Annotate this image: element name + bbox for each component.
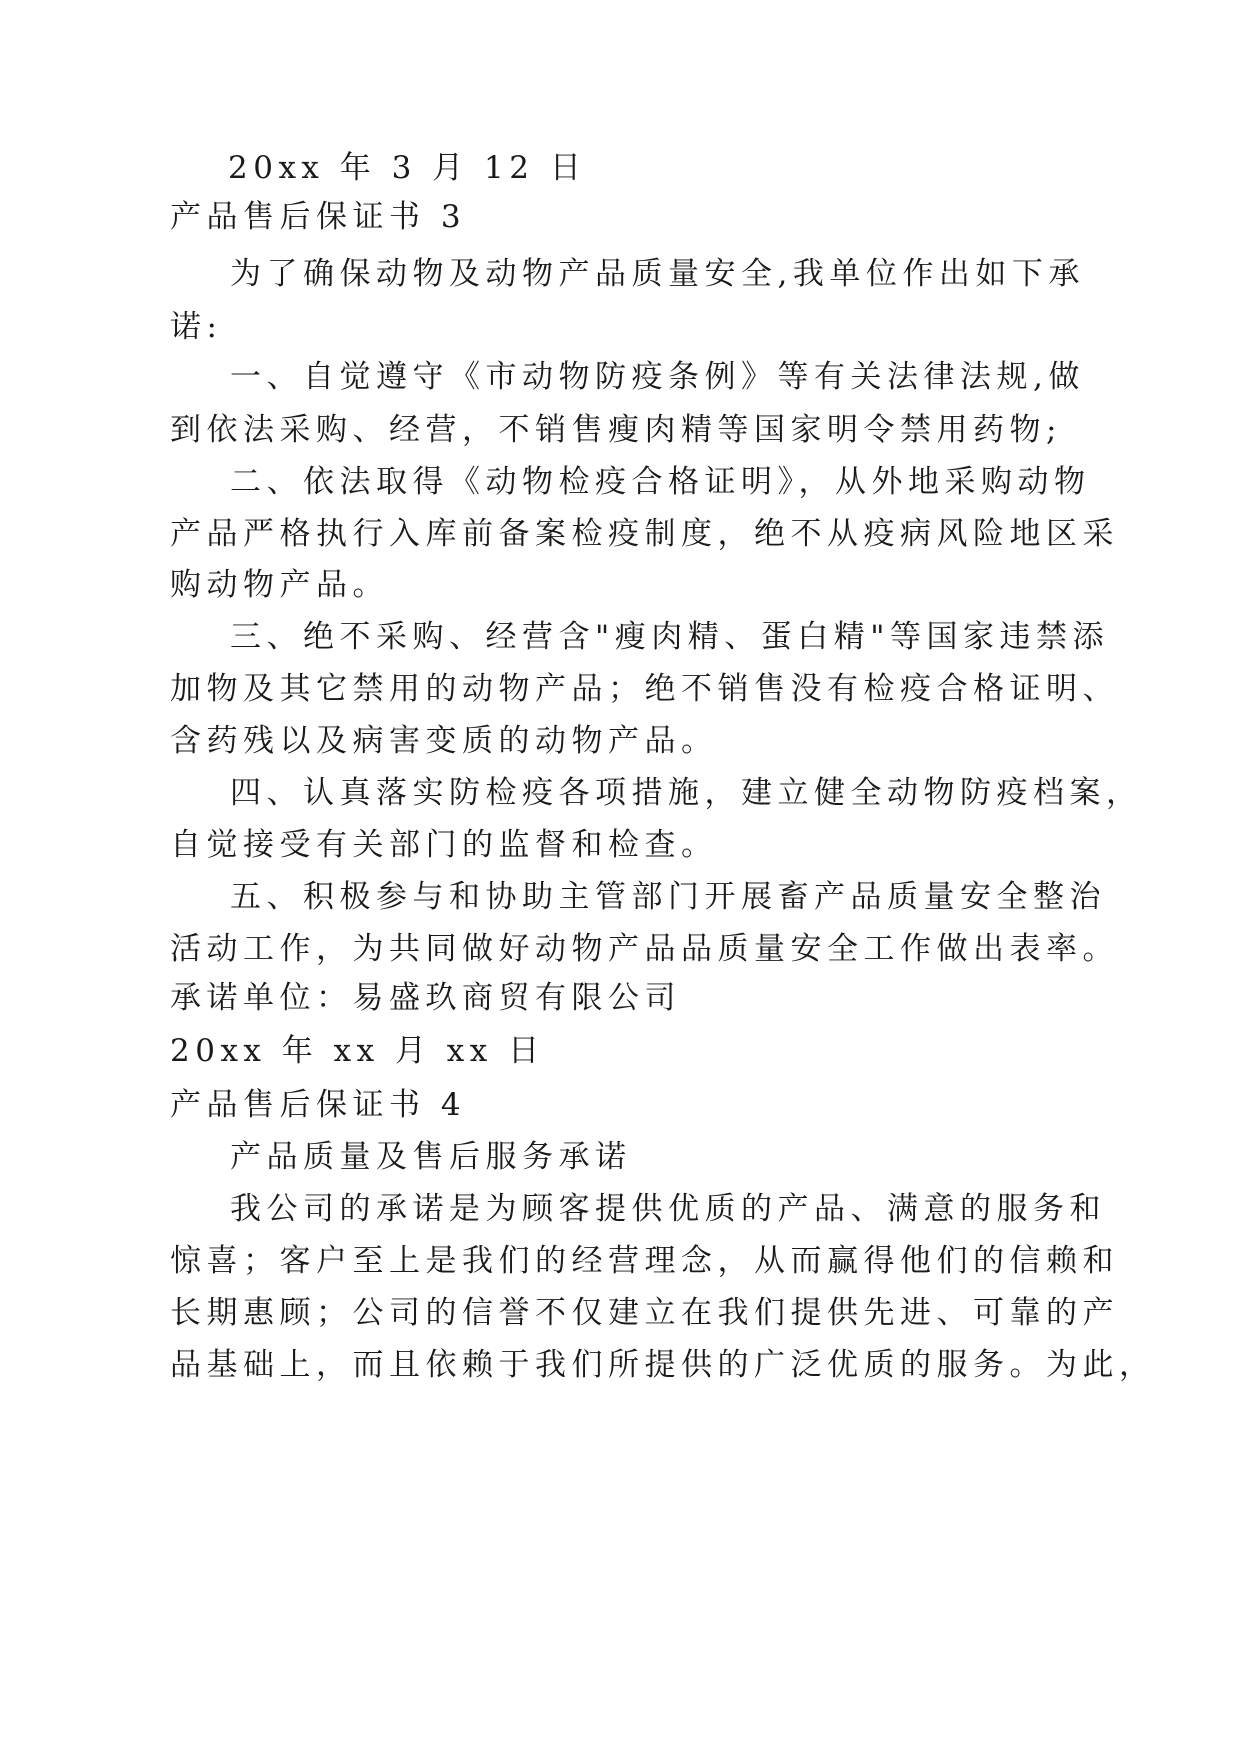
paragraph-line: 含药残以及病害变质的动物产品。 (170, 723, 718, 759)
paragraph-line: 四、认真落实防检疫各项措施，建立健全动物防疫档案， (230, 775, 1143, 811)
paragraph-line: 一、自觉遵守《市动物防疫条例》等有关法律法规,做 (230, 359, 1085, 395)
subheading: 产品质量及售后服务承诺 (230, 1139, 632, 1175)
paragraph-line: 诺: (170, 309, 223, 345)
paragraph-line: 长期惠顾；公司的信誉不仅建立在我们提供先进、可靠的产 (170, 1295, 1119, 1331)
paragraph-line: 品基础上，而且依赖于我们所提供的广泛优质的服务。为此， (170, 1347, 1156, 1383)
paragraph-line: 购动物产品。 (170, 567, 389, 603)
paragraph-line: 产品严格执行入库前备案检疫制度，绝不从疫病风险地区采 (170, 516, 1119, 552)
signer-line: 承诺单位：易盛玖商贸有限公司 (170, 980, 681, 1016)
section-heading-3: 产品售后保证书 3 (170, 199, 467, 235)
paragraph-line: 活动工作，为共同做好动物产品品质量安全工作做出表率。 (170, 931, 1119, 967)
paragraph-line: 自觉接受有关部门的监督和检查。 (170, 827, 718, 863)
paragraph-line: 加物及其它禁用的动物产品；绝不销售没有检疫合格证明、 (170, 671, 1119, 707)
paragraph-line: 五、积极参与和协助主管部门开展畜产品质量安全整治 (230, 879, 1106, 915)
paragraph-line: 二、依法取得《动物检疫合格证明》，从外地采购动物 (230, 464, 1091, 500)
paragraph-line: 三、绝不采购、经营含"瘦肉精、蛋白精"等国家违禁添 (230, 619, 1110, 655)
paragraph-line: 我公司的承诺是为顾客提供优质的产品、满意的服务和 (230, 1191, 1106, 1227)
paragraph-line: 惊喜；客户至上是我们的经营理念，从而赢得他们的信赖和 (170, 1243, 1119, 1279)
paragraph-line: 到依法采购、经营，不销售瘦肉精等国家明令禁用药物; (170, 412, 1062, 448)
date-line: 20xx 年 3 月 12 日 (228, 150, 587, 186)
section-heading-4: 产品售后保证书 4 (170, 1087, 467, 1123)
paragraph-line: 为了确保动物及动物产品质量安全,我单位作出如下承 (230, 256, 1085, 292)
date-line: 20xx 年 xx 月 xx 日 (170, 1033, 545, 1069)
